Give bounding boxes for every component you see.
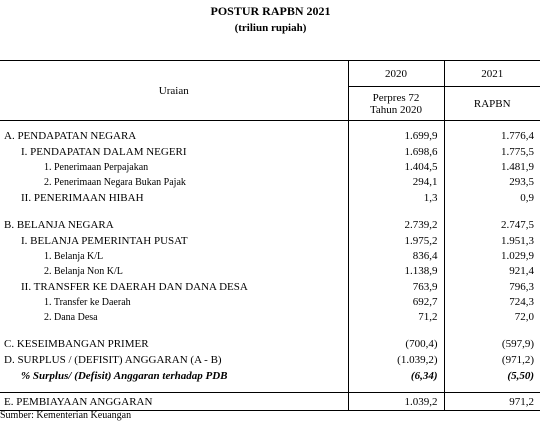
table-row — [0, 352, 540, 368]
header-perpres — [348, 87, 444, 121]
row-value-2020: (1.039,2) — [348, 352, 444, 368]
row-value-2020: 836,4 — [348, 249, 444, 264]
row-label: B. BELANJA NEGARA — [4, 218, 114, 231]
row-value-2021: 1.481,9 — [444, 160, 540, 175]
table-row — [0, 393, 540, 411]
row-label: I. PENDAPATAN DALAM NEGERI — [21, 145, 187, 158]
row-value-2020: 692,7 — [348, 295, 444, 310]
row-value-2021: 72,0 — [444, 310, 540, 325]
row-label: C. KESEIMBANGAN PRIMER — [4, 337, 149, 350]
table-row — [0, 128, 540, 144]
row-value-2021: 1.029,9 — [444, 249, 540, 264]
row-label: 2. Dana Desa — [44, 311, 98, 323]
table-row — [0, 279, 540, 295]
table-row — [0, 217, 540, 233]
table-row — [0, 160, 540, 175]
table-row — [0, 144, 540, 160]
header-year-2020: 2020 — [348, 61, 444, 87]
row-label: 1. Transfer ke Daerah — [44, 296, 131, 308]
table-row — [0, 249, 540, 264]
row-value-2020: 1.138,9 — [348, 264, 444, 279]
row-value-2020: 1.039,2 — [348, 393, 444, 411]
row-value-2020: 1.404,5 — [348, 160, 444, 175]
row-value-2020: 1.698,6 — [348, 144, 444, 160]
header-rapbn: RAPBN — [444, 87, 540, 121]
row-label: D. SURPLUS / (DEFISIT) ANGGARAN (A - B) — [4, 353, 222, 366]
row-label: II. TRANSFER KE DAERAH DAN DANA DESA — [21, 280, 248, 293]
header-perpres-line1: Perpres 72 — [372, 91, 420, 104]
table-row — [0, 190, 540, 206]
row-value-2021: 1.775,5 — [444, 144, 540, 160]
header-year-2021: 2021 — [444, 61, 540, 87]
row-label: 1. Belanja K/L — [44, 250, 104, 262]
row-label: A. PENDAPATAN NEGARA — [4, 129, 137, 142]
row-label: 2. Penerimaan Negara Bukan Pajak — [44, 176, 186, 188]
row-value-2021: 921,4 — [444, 264, 540, 279]
row-value-2021: 796,3 — [444, 279, 540, 295]
row-label: E. PEMBIAYAAN ANGGARAN — [0, 393, 348, 411]
header-uraian: Uraian — [0, 61, 348, 121]
row-value-2021: 0,9 — [444, 190, 540, 206]
row-value-2021: 724,3 — [444, 295, 540, 310]
row-value-2020: 71,2 — [348, 310, 444, 325]
page-title: POSTUR RAPBN 2021 — [210, 4, 331, 18]
row-value-2021: (597,9) — [444, 336, 540, 352]
row-value-2020: 2.739,2 — [348, 217, 444, 233]
row-label: II. PENERIMAAN HIBAH — [21, 191, 144, 204]
row-value-2020: 1,3 — [348, 190, 444, 206]
table-row — [0, 310, 540, 325]
row-label: 2. Belanja Non K/L — [44, 265, 123, 277]
row-value-2020: 763,9 — [348, 279, 444, 295]
row-value-2021: 293,5 — [444, 175, 540, 190]
table-row — [0, 295, 540, 310]
row-value-2020: 1.975,2 — [348, 233, 444, 249]
row-value-2021: 1.776,4 — [444, 128, 540, 144]
row-value-2020: 294,1 — [348, 175, 444, 190]
row-value-2021: (971,2) — [444, 352, 540, 368]
source-note: Sumber: Kementerian Keuangan — [0, 410, 132, 421]
header-perpres-line2: Tahun 2020 — [369, 103, 423, 116]
row-value-2020: (6,34) — [348, 368, 444, 384]
row-value-2021: 971,2 — [444, 393, 540, 411]
table-row — [0, 336, 540, 352]
table-row — [0, 175, 540, 190]
row-value-2021: 2.747,5 — [444, 217, 540, 233]
row-label: 1. Penerimaan Perpajakan — [44, 161, 149, 173]
row-label: % Surplus/ (Defisit) Anggaran terhadap PDB — [21, 369, 228, 382]
row-value-2021: (5,50) — [444, 368, 540, 384]
table-row — [0, 264, 540, 279]
row-value-2021: 1.951,3 — [444, 233, 540, 249]
row-label: I. BELANJA PEMERINTAH PUSAT — [21, 234, 188, 247]
row-value-2020: (700,4) — [348, 336, 444, 352]
table-row — [0, 233, 540, 249]
page-subtitle: (triliun rupiah) — [234, 22, 307, 34]
table-row — [0, 368, 540, 384]
row-value-2020: 1.699,9 — [348, 128, 444, 144]
budget-table — [0, 60, 540, 411]
